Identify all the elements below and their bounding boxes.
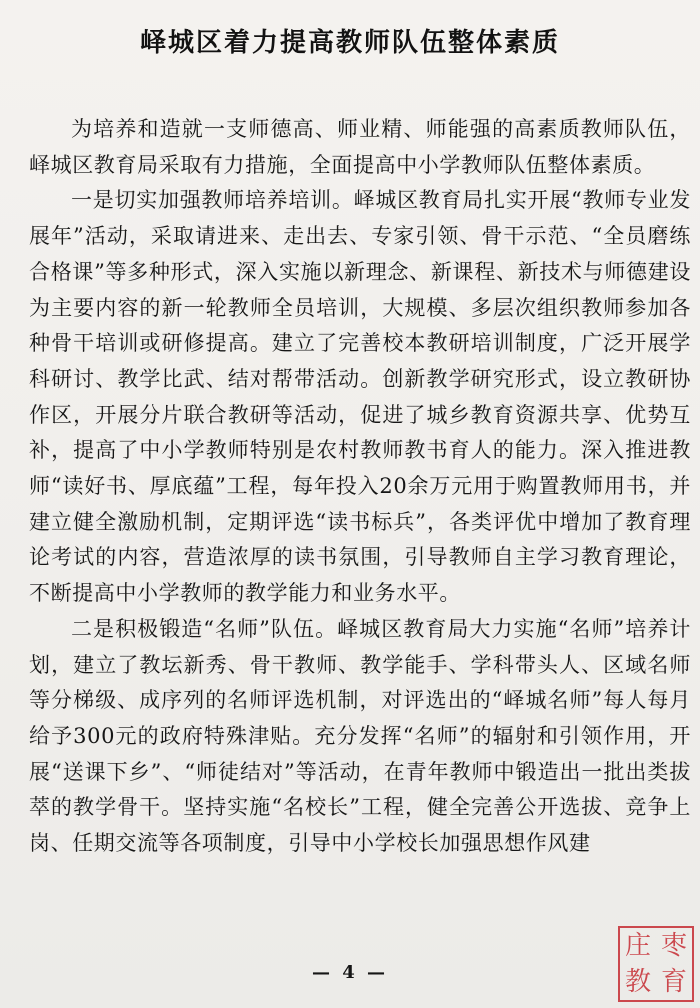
seal-char: 庄 bbox=[624, 931, 651, 961]
paragraph-famous-teachers: 二是积极锻造“名师”队伍。峄城区教育局大力实施“名师”培养计划，建立了教坛新秀、骨干教师、教学能手、学科带头人、区域名师等分梯级、成序列的名师评选机制，对评选出的“峄城名师”每人每月给予300元的政府特殊津贴。充分发挥“名师”的辐射和引领作用，开展“送课下乡”、“师徒结对”等活动，在青年教师中锻造出一批出类拔萃的教学骨干。坚持实施“名校长”工程，健全完善公开选拔、竞争上岗、任期交流等各项制度，引导中小学校长加强思想作风建 bbox=[29, 616, 691, 856]
seal-char: 育 bbox=[660, 967, 687, 997]
seal-char: 教 bbox=[624, 967, 651, 997]
seal-stamp bbox=[618, 926, 694, 1002]
paragraph-intro: 为培养和造就一支师德高、师业精、师能强的高素质教师队伍，峄城区教育局采取有力措施，全面提高中小学教师队伍整体素质。 bbox=[29, 117, 691, 177]
article-body bbox=[29, 112, 691, 862]
seal-char: 枣 bbox=[660, 931, 687, 961]
paragraph-training: 一是切实加强教师培养培训。峄城区教育局扎实开展“教师专业发展年”活动，采取请进来、走出去、专家引领、骨干示范、“全员磨练合格课”等多种形式，深入实施以新理念、新课程、新技术与师德建设为主要内容的新一轮教师全员培训，大规模、多层次组织教师参加各种骨干培训或研修提高。建立了完善校本教研培训制度，广泛开展学科研讨、教学比武、结对帮带活动。创新教学研究形式，设立教研协作区，开展分片联合教研等活动，促进了城乡教育资源共享、优势互补，提高了中小学教师特别是农村教师教书育人的能力。深入推进教师“读好书、厚底蕴”工程，每年投入20余万元用于购置教师用书，并建立健全激励机制，定期评选“读书标兵”，各类评优中增加了教育理论考试的内容，营造浓厚的读书氛围，引导教师自主学习教育理论，不断提高中小学教师的教学能力和业务水平。 bbox=[29, 188, 691, 606]
article-title: 峄城区着力提高教师队伍整体素质 bbox=[139, 28, 560, 58]
page-number: — 4 — bbox=[311, 962, 389, 983]
